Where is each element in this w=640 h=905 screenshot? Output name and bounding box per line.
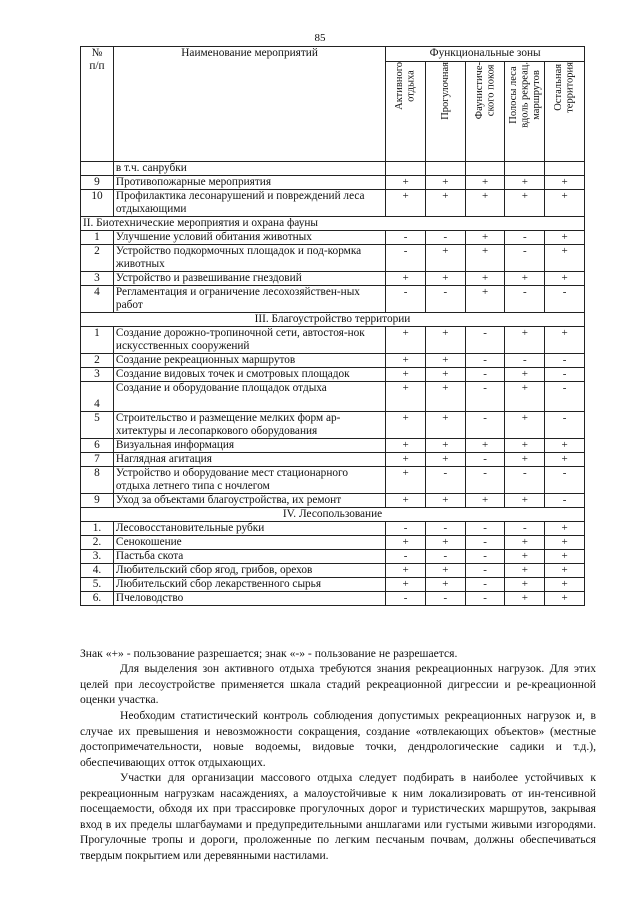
row-number: 5 <box>81 412 114 439</box>
zone-permission-mark: - <box>465 578 505 592</box>
zone-permission-mark: + <box>505 272 545 286</box>
zone-permission-mark: - <box>465 564 505 578</box>
row-number: 7 <box>81 453 114 467</box>
zone-header-other-territory: Остальная территория <box>545 62 585 162</box>
row-number: 6 <box>81 439 114 453</box>
zone-permission-mark: + <box>426 354 466 368</box>
zone-permission-mark: - <box>386 550 426 564</box>
zone-permission-mark: + <box>505 412 545 439</box>
row-number: 9 <box>81 176 114 190</box>
measure-name: Строительство и размещение мелких форм ар-хитектуры и лесопаркового оборудования <box>113 412 385 439</box>
zone-permission-mark: + <box>426 564 466 578</box>
zone-permission-mark: + <box>426 327 466 354</box>
measure-name: Создание и оборудование площадок отдыха <box>113 382 385 412</box>
zone-permission-mark: - <box>426 467 466 494</box>
measure-name: Визуальная информация <box>113 439 385 453</box>
zone-permission-mark: + <box>505 368 545 382</box>
zone-permission-mark: + <box>386 368 426 382</box>
zone-permission-mark: - <box>465 536 505 550</box>
section-row <box>81 313 585 327</box>
zone-permission-mark: + <box>386 439 426 453</box>
zone-permission-mark <box>505 162 545 176</box>
zone-permission-mark: - <box>505 231 545 245</box>
row-number: 10 <box>81 190 114 217</box>
row-number: 8 <box>81 467 114 494</box>
zone-permission-mark: + <box>386 453 426 467</box>
measure-name: Устройство подкормочных площадок и под-кормка животных <box>113 245 385 272</box>
zone-permission-mark: - <box>426 550 466 564</box>
zone-permission-mark: - <box>465 453 505 467</box>
section-row <box>81 217 585 231</box>
table-body <box>81 162 585 606</box>
zone-permission-mark: + <box>426 453 466 467</box>
zone-permission-mark: + <box>505 592 545 606</box>
zone-permission-mark: - <box>545 494 585 508</box>
table-row <box>81 550 585 564</box>
zone-header-fauna-rest: Фаунистиче- ского покоя <box>465 62 505 162</box>
zone-header-walking: Прогулочная <box>426 62 466 162</box>
zone-permission-mark: + <box>426 412 466 439</box>
zone-permission-mark: + <box>545 439 585 453</box>
zone-permission-mark: + <box>505 494 545 508</box>
zone-permission-mark: - <box>545 412 585 439</box>
table-header <box>81 47 585 162</box>
measure-name: Любительский сбор ягод, грибов, орехов <box>113 564 385 578</box>
zone-permission-mark: - <box>465 327 505 354</box>
zone-permission-mark: + <box>505 550 545 564</box>
zone-permission-mark: + <box>545 190 585 217</box>
table-row <box>81 286 585 313</box>
measure-name: Лесовосстановительные рубки <box>113 522 385 536</box>
zone-permission-mark: - <box>505 354 545 368</box>
zone-permission-mark: - <box>426 286 466 313</box>
measure-name: Регламентация и ограничение лесохозяйствен-ных работ <box>113 286 385 313</box>
zone-permission-mark: + <box>505 327 545 354</box>
row-number: 1. <box>81 522 114 536</box>
table-row <box>81 354 585 368</box>
table-row <box>81 245 585 272</box>
zone-permission-mark: + <box>545 231 585 245</box>
zone-permission-mark: + <box>545 550 585 564</box>
zone-permission-mark: + <box>465 231 505 245</box>
zone-permission-mark: - <box>465 368 505 382</box>
zone-permission-mark: + <box>426 368 466 382</box>
zone-permission-mark: + <box>386 564 426 578</box>
zone-permission-mark: - <box>505 245 545 272</box>
row-number <box>81 162 114 176</box>
zone-permission-mark: - <box>505 522 545 536</box>
row-number: 1 <box>81 327 114 354</box>
zone-permission-mark: + <box>426 382 466 412</box>
zone-permission-mark: - <box>505 286 545 313</box>
zone-permission-mark: + <box>505 536 545 550</box>
zones-header: Функциональные зоны <box>386 47 585 62</box>
row-number: 6. <box>81 592 114 606</box>
zone-permission-mark: + <box>545 272 585 286</box>
zone-permission-mark: + <box>465 272 505 286</box>
table-row <box>81 190 585 217</box>
legend-note: Знак «+» - пользование разрешается; знак «-» - пользование не разрешается. <box>80 647 458 660</box>
zone-permission-mark: - <box>386 231 426 245</box>
section-title: III. Благоустройство территории <box>81 313 585 327</box>
zone-permission-mark: - <box>505 467 545 494</box>
zone-header-route-strips: Полосы леса вдоль рекреац. маршрутов <box>505 62 545 162</box>
zone-permission-mark: + <box>426 176 466 190</box>
table-row <box>81 536 585 550</box>
section-title: II. Биотехнические мероприятия и охрана фауны <box>81 217 585 231</box>
zone-permission-mark: + <box>505 176 545 190</box>
table-row <box>81 162 585 176</box>
paragraph: Необходим статистический контроль соблюдения допустимых рекреационных нагрузок и, в случае их превышения и невозможности сокращения, создание «отвлекающих объектов» (местные достопримечательности, новые водоемы, видовые точки, дендрологические садики и т.д.), обеспечивающих отток отдыхающих. <box>80 709 596 769</box>
zone-permission-mark: + <box>426 272 466 286</box>
zone-permission-mark: - <box>465 522 505 536</box>
table-row <box>81 272 585 286</box>
zone-permission-mark: - <box>465 354 505 368</box>
table-row <box>81 564 585 578</box>
table-row <box>81 494 585 508</box>
section-row <box>81 508 585 522</box>
zone-permission-mark: - <box>386 522 426 536</box>
measure-name: Создание видовых точек и смотровых площадок <box>113 368 385 382</box>
section-title: IV. Лесопользование <box>81 508 585 522</box>
row-number: 2. <box>81 536 114 550</box>
zone-permission-mark: + <box>545 592 585 606</box>
zone-permission-mark: - <box>465 412 505 439</box>
measure-name: Пастьба скота <box>113 550 385 564</box>
zone-permission-mark: + <box>426 578 466 592</box>
table-row <box>81 592 585 606</box>
zone-permission-mark: - <box>465 467 505 494</box>
zone-permission-mark: + <box>505 453 545 467</box>
row-number: 3 <box>81 368 114 382</box>
zone-permission-mark: + <box>505 578 545 592</box>
zone-permission-mark: - <box>465 382 505 412</box>
zone-permission-mark: + <box>465 245 505 272</box>
zone-permission-mark: + <box>545 245 585 272</box>
row-number: 4 <box>81 382 114 412</box>
paragraph: Участки для организации массового отдыха следует подбирать в наиболее устойчивых к рекреационным нагрузкам насаждениях, а малоустойчивые к ним локализировать от ин-тенсивной посещаемости, обходя их при трассировке прогулочных дорог и туристических маршрутов, закрывая вход в их пределы шлагбаумами и предупредительными аншлагами или густыми живыми изгородями. Прогулочные тропы и дороги, проложенные по легким песчаным почвам, должны обеспечиваться твердым покрытием или деревянными настилами. <box>80 771 596 862</box>
zone-permission-mark: + <box>545 536 585 550</box>
page-number: 85 <box>314 32 326 44</box>
measure-name: Любительский сбор лекарственного сырья <box>113 578 385 592</box>
zone-permission-mark: - <box>426 231 466 245</box>
row-number: 2 <box>81 245 114 272</box>
zone-permission-mark <box>386 162 426 176</box>
zone-permission-mark: - <box>545 354 585 368</box>
row-number: 4 <box>81 286 114 313</box>
zone-permission-mark: + <box>545 453 585 467</box>
zone-permission-mark: + <box>426 494 466 508</box>
row-number: 1 <box>81 231 114 245</box>
measure-name: Создание дорожно-тропиночной сети, автостоя-нок искусственных сооружений <box>113 327 385 354</box>
zone-permission-mark: - <box>545 382 585 412</box>
zone-permission-mark: + <box>505 439 545 453</box>
zone-permission-mark: + <box>465 494 505 508</box>
zone-permission-mark: + <box>386 467 426 494</box>
measure-name: Профилактика лесонарушений и повреждений леса отдыхающими <box>113 190 385 217</box>
zone-permission-mark: + <box>545 327 585 354</box>
zone-permission-mark: - <box>465 592 505 606</box>
zone-permission-mark: + <box>545 176 585 190</box>
table-row <box>81 522 585 536</box>
row-number: 5. <box>81 578 114 592</box>
table-row <box>81 578 585 592</box>
zone-permission-mark: + <box>545 578 585 592</box>
table-row <box>81 176 585 190</box>
zone-permission-mark: + <box>505 190 545 217</box>
zone-permission-mark: - <box>426 522 466 536</box>
zone-permission-mark: - <box>545 286 585 313</box>
zone-permission-mark: + <box>505 382 545 412</box>
measures-table <box>80 46 585 606</box>
measure-name: Пчеловодство <box>113 592 385 606</box>
zone-permission-mark: + <box>386 494 426 508</box>
name-column-header: Наименование мероприятий <box>113 47 385 162</box>
table-row <box>81 453 585 467</box>
table-row <box>81 467 585 494</box>
row-number: 2 <box>81 354 114 368</box>
zone-permission-mark: + <box>545 564 585 578</box>
zone-permission-mark: - <box>386 592 426 606</box>
table-row <box>81 382 585 412</box>
zone-permission-mark <box>545 162 585 176</box>
zone-permission-mark: - <box>386 245 426 272</box>
zone-permission-mark: + <box>386 382 426 412</box>
measure-name: Устройство и развешивание гнездовий <box>113 272 385 286</box>
zone-permission-mark: + <box>465 176 505 190</box>
zone-permission-mark: + <box>465 286 505 313</box>
measure-name: Противопожарные мероприятия <box>113 176 385 190</box>
zone-permission-mark: + <box>386 176 426 190</box>
table-row <box>81 231 585 245</box>
zone-permission-mark <box>426 162 466 176</box>
zone-permission-mark: - <box>545 368 585 382</box>
row-number: 3. <box>81 550 114 564</box>
zone-permission-mark: + <box>426 190 466 217</box>
zone-permission-mark: + <box>386 354 426 368</box>
measure-name: в т.ч. санрубки <box>113 162 385 176</box>
zone-permission-mark: + <box>505 564 545 578</box>
row-number: 3 <box>81 272 114 286</box>
zone-permission-mark <box>465 162 505 176</box>
row-number: 4. <box>81 564 114 578</box>
zone-permission-mark: - <box>386 286 426 313</box>
measure-name: Наглядная агитация <box>113 453 385 467</box>
zone-permission-mark: + <box>426 245 466 272</box>
zone-permission-mark: + <box>386 578 426 592</box>
zone-permission-mark: + <box>386 190 426 217</box>
paragraph: Для выделения зон активного отдыха требуются знания рекреационных нагрузок. Для этих целей при лесоустройстве применяется шкала стадий рекреационной дигрессии и ре-креационной оценки участка. <box>80 662 596 707</box>
zone-permission-mark: + <box>386 536 426 550</box>
zone-permission-mark: - <box>426 592 466 606</box>
zone-permission-mark: - <box>465 550 505 564</box>
measure-name: Уход за объектами благоустройства, их ремонт <box>113 494 385 508</box>
zone-permission-mark: + <box>545 522 585 536</box>
zone-permission-mark: + <box>386 272 426 286</box>
zone-permission-mark: + <box>426 439 466 453</box>
measure-name: Улучшение условий обитания животных <box>113 231 385 245</box>
zone-header-active: Активного отдыха <box>386 62 426 162</box>
table-row <box>81 327 585 354</box>
table-row <box>81 439 585 453</box>
zone-permission-mark: + <box>465 439 505 453</box>
number-column-header: № п/п <box>81 47 114 162</box>
zone-permission-mark: + <box>465 190 505 217</box>
table-row <box>81 412 585 439</box>
zone-permission-mark: + <box>426 536 466 550</box>
zone-permission-mark: - <box>545 467 585 494</box>
table-row <box>81 368 585 382</box>
measure-name: Создание рекреационных маршрутов <box>113 354 385 368</box>
measure-name: Сенокошение <box>113 536 385 550</box>
measure-name: Устройство и оборудование мест стационарного отдыха летнего типа с ночлегом <box>113 467 385 494</box>
zone-permission-mark: + <box>386 327 426 354</box>
row-number: 9 <box>81 494 114 508</box>
zone-permission-mark: + <box>386 412 426 439</box>
